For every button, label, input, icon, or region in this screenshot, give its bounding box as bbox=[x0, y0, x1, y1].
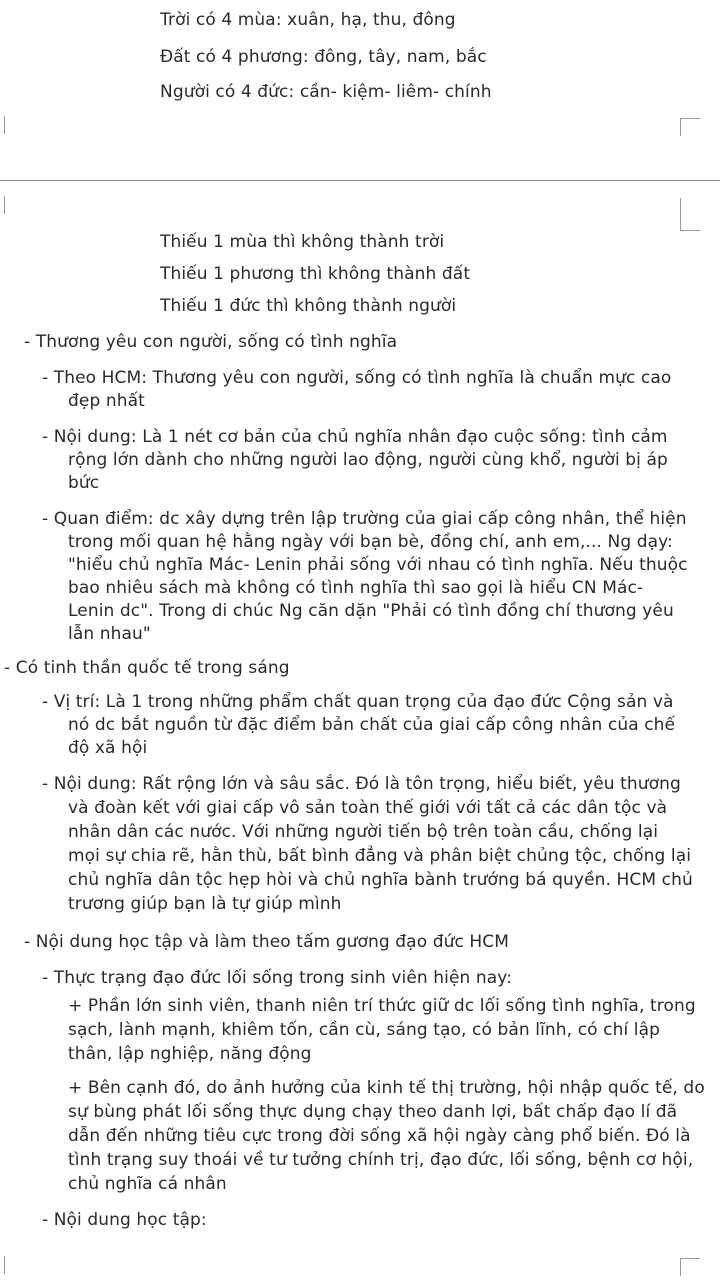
page-corner-mark bbox=[680, 118, 700, 119]
text-line: bao nhiêu sách mà không có tình nghĩa thì sao gọi là hiểu CN Mác- bbox=[68, 578, 644, 598]
text-line: trong mối quan hệ hằng ngày với bạn bè, đồng chí, anh em,... Ng dạy: bbox=[68, 532, 673, 552]
list-item: - Vị trí: Là 1 trong những phẩm chất quan trọng của đạo đức Cộng sản và bbox=[42, 692, 674, 712]
text-line: lẫn nhau" bbox=[68, 624, 151, 644]
page-corner-mark bbox=[4, 116, 5, 134]
text-line: + Bên cạnh đó, do ảnh hưởng của kinh tế thị trường, hội nhập quốc tế, do bbox=[68, 1078, 705, 1098]
text-line: đẹp nhất bbox=[68, 391, 145, 411]
text-line: thân, lập nghiệp, năng động bbox=[68, 1044, 312, 1064]
page-corner-mark bbox=[4, 196, 5, 214]
page-corner-mark bbox=[680, 118, 681, 136]
page-corner-mark bbox=[680, 230, 700, 231]
list-item: - Theo HCM: Thương yêu con người, sống có tình nghĩa là chuẩn mực cao bbox=[42, 368, 672, 388]
page-divider bbox=[0, 180, 720, 181]
list-item: - Thực trạng đạo đức lối sống trong sinh viên hiện nay: bbox=[42, 968, 513, 988]
text-line: chủ nghĩa cá nhân bbox=[68, 1174, 227, 1194]
bullet-heading: - Thương yêu con người, sống có tình nghĩa bbox=[24, 332, 398, 352]
bullet-heading: - Có tinh thần quốc tế trong sáng bbox=[4, 658, 290, 678]
list-item: - Nội dung học tập: bbox=[42, 1210, 207, 1230]
text-line: tình trạng suy thoái về tư tưởng chính trị, đạo đức, lối sống, bệnh cơ hội, bbox=[68, 1150, 694, 1170]
text-line: độ xã hội bbox=[68, 738, 148, 758]
list-item: - Quan điểm: dc xây dựng trên lập trường của giai cấp công nhân, thể hiện bbox=[42, 509, 687, 529]
bullet-heading: - Nội dung học tập và làm theo tấm gương đạo đức HCM bbox=[24, 932, 510, 952]
text-line: nó dc bắt nguồn từ đặc điểm bản chất của giai cấp công nhân của chế bbox=[68, 715, 676, 735]
text-line: dẫn đến những tiêu cực trong đời sống xã hội ngày càng phổ biến. Đó là bbox=[68, 1126, 691, 1146]
text-line: trương giúp bạn là tự giúp mình bbox=[68, 894, 342, 914]
list-item: - Nội dung: Là 1 nét cơ bản của chủ nghĩa nhân đạo cuộc sống: tình cảm bbox=[42, 427, 668, 447]
page-corner-mark bbox=[680, 1258, 681, 1276]
page-corner-mark bbox=[680, 1258, 700, 1259]
text-line: Trời có 4 mùa: xuân, hạ, thu, đông bbox=[160, 10, 456, 30]
text-line: Thiếu 1 mùa thì không thành trời bbox=[160, 232, 445, 252]
text-line: Đất có 4 phương: đông, tây, nam, bắc bbox=[160, 47, 487, 67]
text-line: bức bbox=[68, 473, 100, 493]
text-line: "hiểu chủ nghĩa Mác- Lenin phải sống với nhau có tình nghĩa. Nếu thuộc bbox=[68, 555, 688, 575]
text-line: sạch, lành mạnh, khiêm tốn, cần cù, sáng tạo, có bản lĩnh, có chí lập bbox=[68, 1020, 661, 1040]
text-line: và đoàn kết với giai cấp vô sản toàn thế giới với tất cả các dân tộc và bbox=[68, 798, 668, 818]
text-line: sự bùng phát lối sống thực dụng chạy theo danh lợi, bất chấp đạo lí đã bbox=[68, 1102, 678, 1122]
text-line: Thiếu 1 đức thì không thành người bbox=[160, 296, 457, 316]
text-line: Người có 4 đức: cần- kiệm- liêm- chính bbox=[160, 82, 492, 102]
text-line: nhân dân các nước. Với những người tiến bộ trên toàn cầu, chống lại bbox=[68, 822, 659, 842]
page-corner-mark bbox=[680, 198, 681, 230]
text-line: Thiếu 1 phương thì không thành đất bbox=[160, 264, 471, 284]
text-line: rộng lớn dành cho những người lao động, người cùng khổ, người bị áp bbox=[68, 450, 668, 470]
page-corner-mark bbox=[4, 1256, 5, 1274]
text-line: chủ nghĩa dân tộc hẹp hòi và chủ nghĩa bành trướng bá quyền. HCM chủ bbox=[68, 870, 693, 890]
text-line: mọi sự chia rẽ, hằn thù, bất bình đẳng và phân biệt chủng tộc, chống lại bbox=[68, 846, 692, 866]
text-line: Lenin dc". Trong di chúc Ng căn dặn "Phải có tình đồng chí thương yêu bbox=[68, 601, 674, 621]
text-line: + Phần lớn sinh viên, thanh niên trí thức giữ dc lối sống tình nghĩa, trong bbox=[68, 996, 696, 1016]
list-item: - Nội dung: Rất rộng lớn và sâu sắc. Đó là tôn trọng, hiểu biết, yêu thương bbox=[42, 774, 681, 794]
